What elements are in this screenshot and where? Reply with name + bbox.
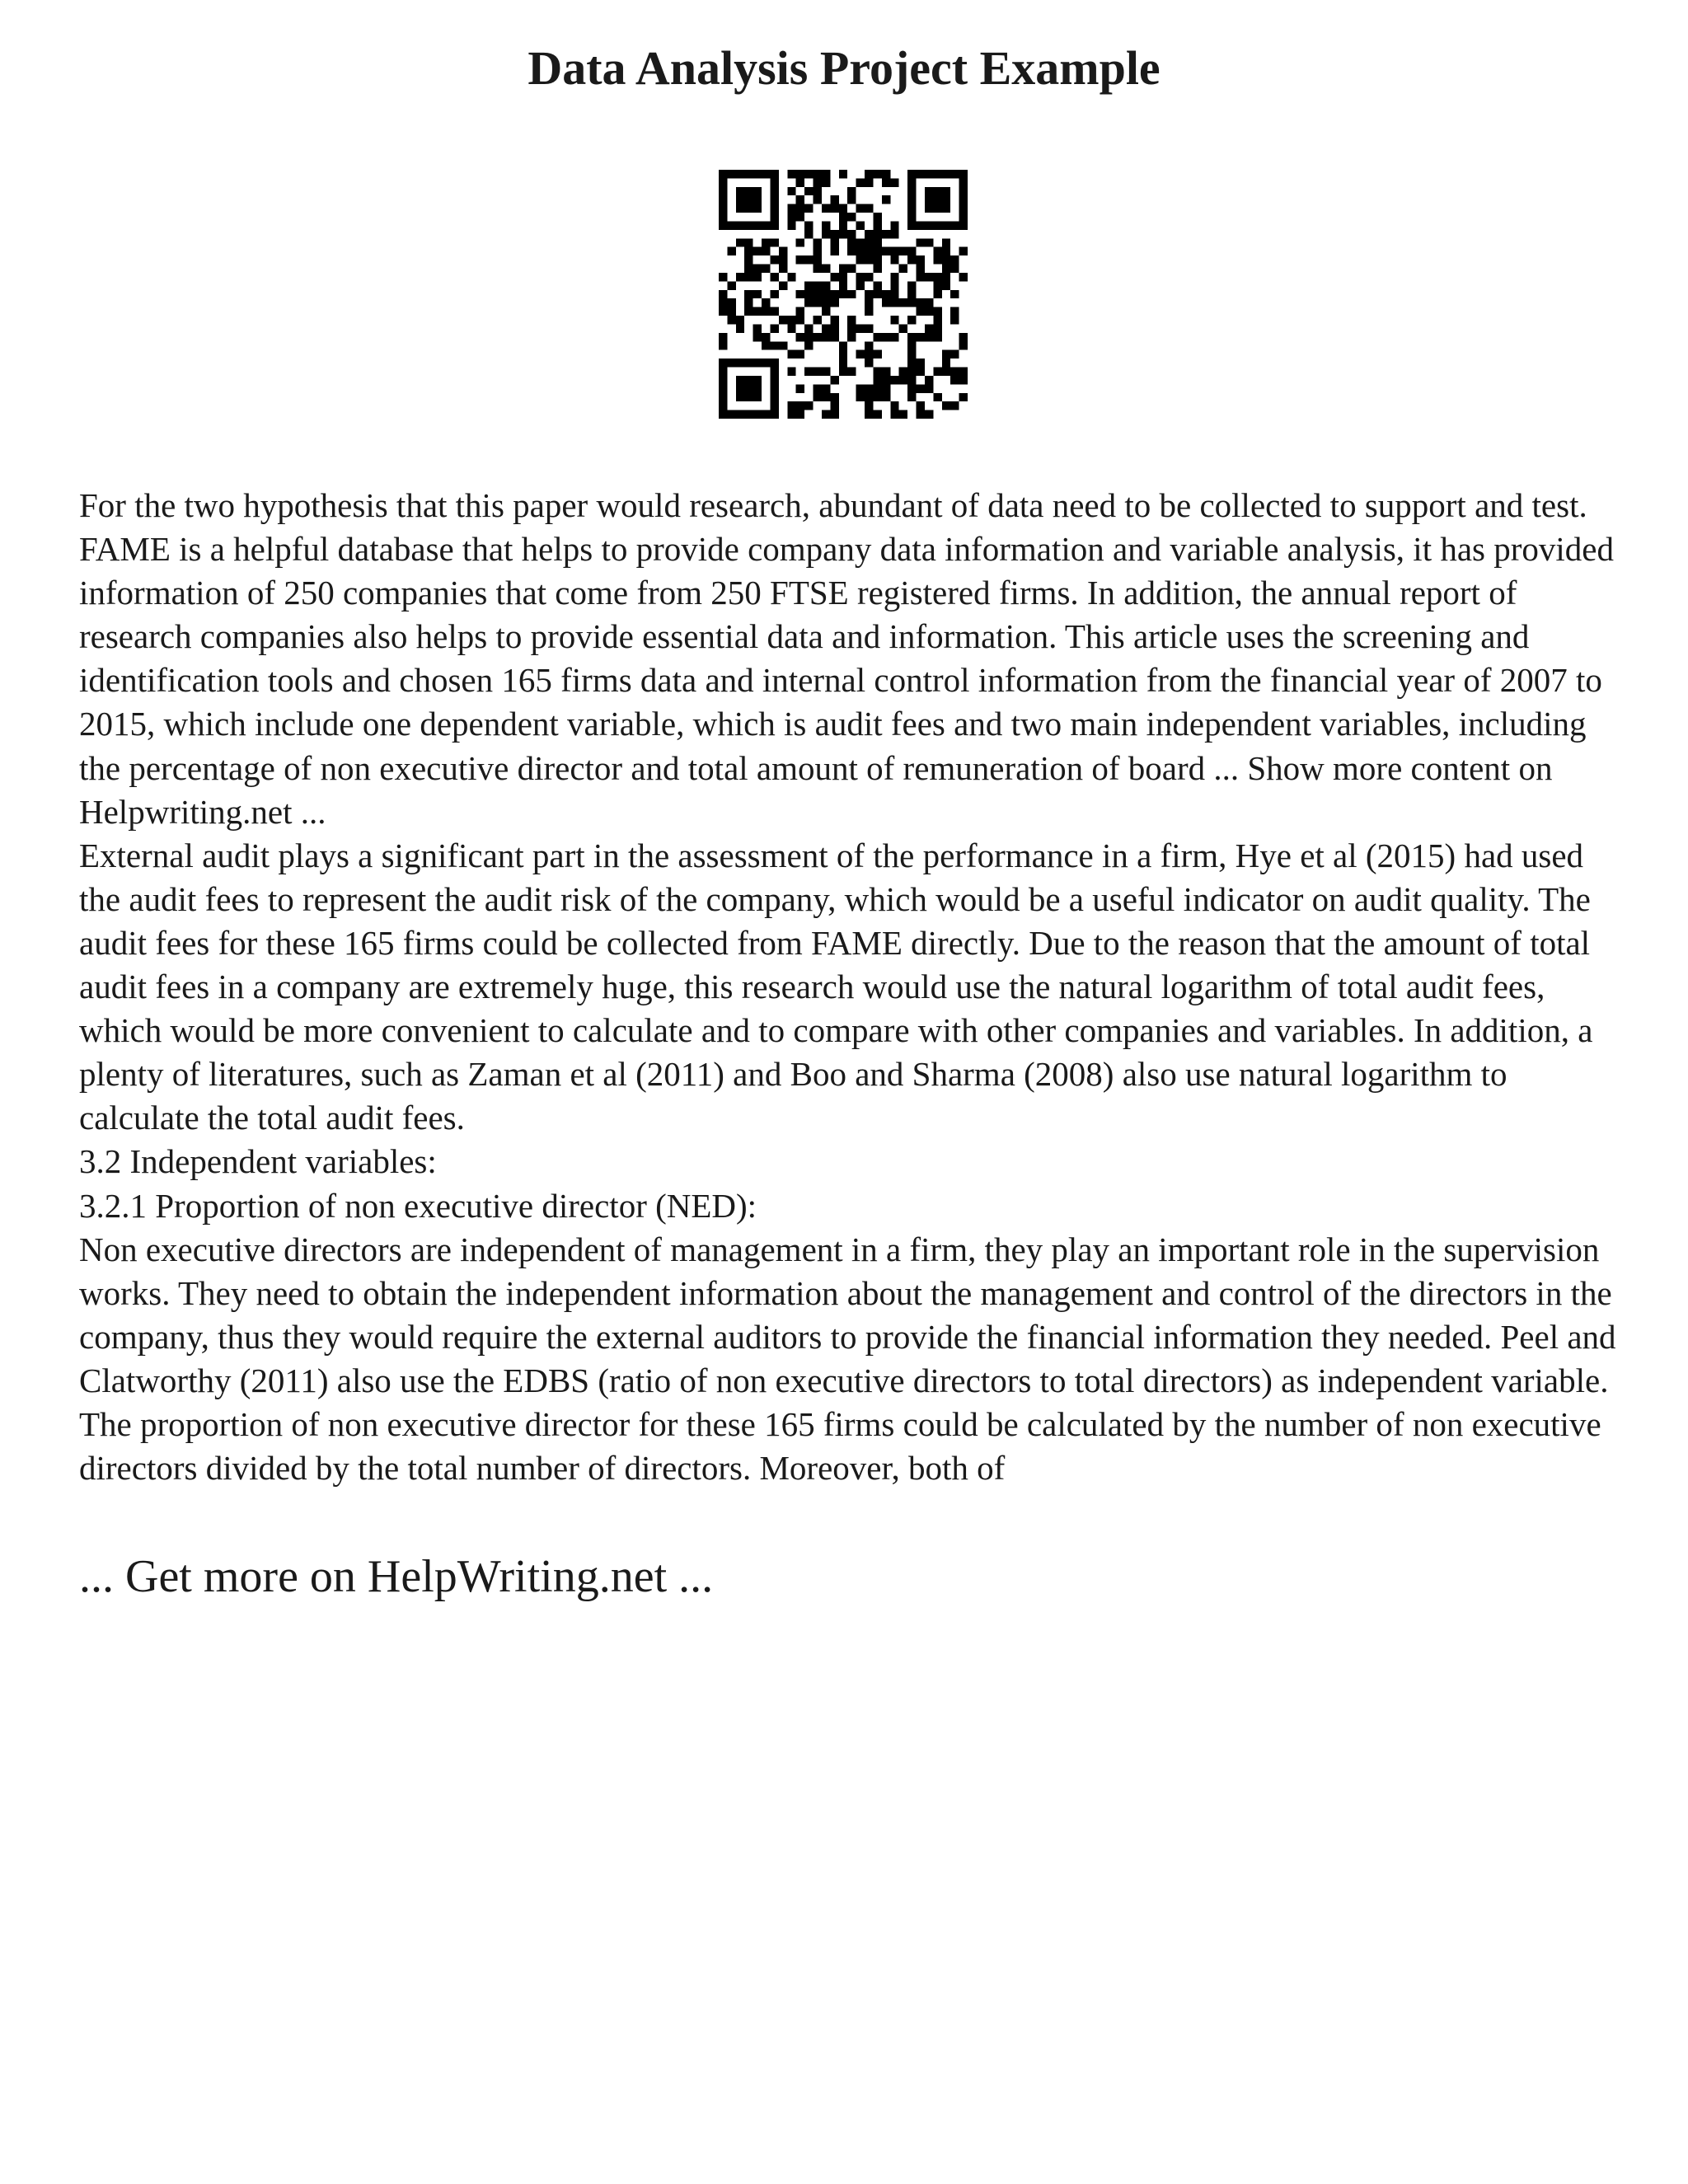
page-title: Data Analysis Project Example	[528, 41, 1160, 95]
paragraph-audit-fees: External audit plays a significant part in the assessment of the performance in a firm, Hye et al (2015) had used the audit fees to represent the audit risk of the company, which would be a useful indicator on audit quality. The audit fees for these 165 firms could be collected from FAME directly. Due to the reason that the amount of total audit fees in a company are extremely huge, this research would use the natural logarithm of total audit fees, which would be more convenient to calculate and to compare with other companies and variables. In addition, a plenty of literatures, such as Zaman et al (2011) and Boo and Sharma (2008) also use natural logarithm to calculate the total audit fees.	[79, 836, 1593, 1137]
paragraph-data-sources: For the two hypothesis that this paper would research, abundant of data need to be collected to support and test. FAME is a helpful database that helps to provide company data information and variable analysis, it has provided information of 250 companies that come from 250 FTSE registered firms. In addition, the annual report of research companies also helps to provide essential data and information. This article uses the screening and identification tools and chosen 165 firms data and internal control information from the financial year of 2007 to 2015, which include one dependent variable, which is audit fees and two main independent variables, including the percentage of non executive director and total amount of remuneration of board ... Show more content on Helpwriting.net ...	[79, 486, 1614, 831]
qr-code-icon	[719, 170, 968, 419]
subsection-heading-ned: 3.2.1 Proportion of non executive director (NED):	[79, 1186, 757, 1225]
section-heading-independent-variables: 3.2 Independent variables:	[79, 1142, 437, 1181]
get-more-link[interactable]: ... Get more on HelpWriting.net ...	[79, 1551, 714, 1602]
article-body	[79, 484, 1629, 1490]
paragraph-ned: Non executive directors are independent of management in a firm, they play an important role in the supervision works. They need to obtain the independent information about the management and control of the directors in the company, thus they would require the external auditors to provide the financial information they needed. Peel and Clatworthy (2011) also use the EDBS (ratio of non executive directors to total directors) as independent variable. The proportion of non executive director for these 165 firms could be calculated by the number of non executive directors divided by the total number of directors. Moreover, both of	[79, 1230, 1616, 1488]
